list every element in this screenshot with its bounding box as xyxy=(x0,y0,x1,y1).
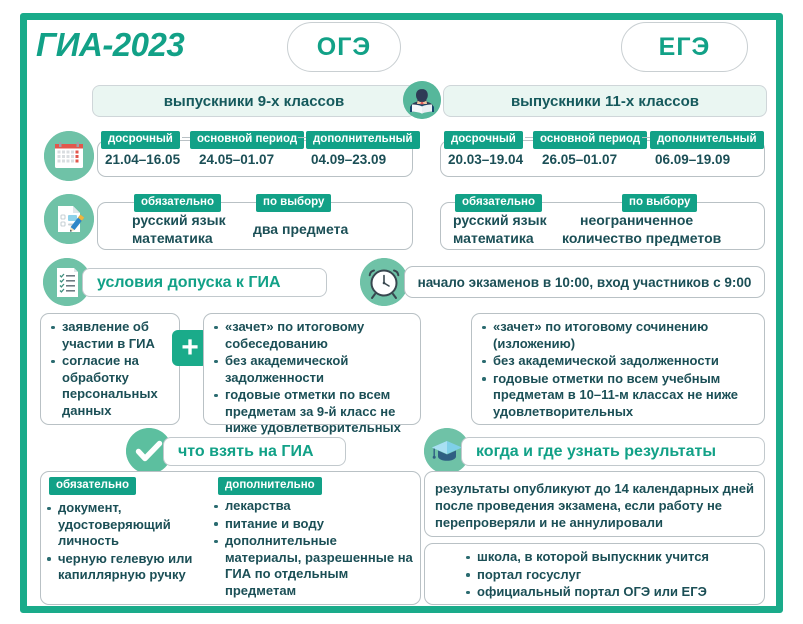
subject-required-oge-0: русский язык xyxy=(132,212,226,228)
period-tag-ege-1: основной период xyxy=(533,131,647,149)
list-item: годовые отметки по всем учебным предметам в 10–11-м классах не ниже удовлетворительных xyxy=(480,371,760,421)
admission-heading-label: условия допуска к ГИА xyxy=(97,273,281,291)
list-item: «зачет» по итоговому собеседованию xyxy=(212,319,416,352)
list-item: портал госуслуг xyxy=(464,567,756,584)
results-sources-list xyxy=(464,549,756,602)
audience-label-ege: выпускники 11-х классов xyxy=(510,92,700,110)
period-tag-oge-2: дополнительный xyxy=(306,131,420,149)
period-divider xyxy=(182,137,190,138)
document-pencil-icon xyxy=(44,194,94,244)
admission-heading xyxy=(82,268,327,297)
admission-list-ege xyxy=(480,319,760,421)
list-item: официальный портал ОГЭ или ЕГЭ xyxy=(464,584,756,601)
period-value-ege-0: 20.03–19.04 xyxy=(448,152,524,167)
badge-oge-label: ОГЭ xyxy=(316,32,372,61)
results-heading-label: когда и где узнать результаты xyxy=(476,442,717,460)
bring-required-list xyxy=(45,500,200,585)
subject-required-ege-1: математика xyxy=(453,230,534,246)
badge-ege-label: ЕГЭ xyxy=(658,32,711,61)
audience-label-oge: выпускники 9-х классов xyxy=(163,92,345,110)
period-divider xyxy=(525,137,533,138)
list-item: школа, в которой выпускник учится xyxy=(464,549,756,566)
results-note: результаты опубликуют до 14 календарных дней после проведения экзамена, если работу не перепроверяли и не аннулировали xyxy=(435,481,754,530)
list-item: заявление об участии в ГИА xyxy=(49,319,175,352)
list-item: «зачет» по итоговому сочинению (изложению) xyxy=(480,319,760,352)
subjects-optional-tag-oge: по выбору xyxy=(256,194,331,212)
list-item: дополнительные материалы, разрешенные на ГИА по отдельным предметам xyxy=(212,533,416,599)
list-item: без академической задолженности xyxy=(480,353,760,370)
period-tag-oge-1: основной период xyxy=(190,131,304,149)
period-tag-ege-2: дополнительный xyxy=(650,131,764,149)
calendar-icon xyxy=(44,131,94,181)
period-tag-oge-0: досрочный xyxy=(101,131,180,149)
list-item: питание и воду xyxy=(212,516,416,533)
list-item: лекарства xyxy=(212,498,416,515)
bring-optional-list xyxy=(212,498,416,600)
bring-optional-tag: дополнительно xyxy=(218,477,322,495)
period-value-oge-0: 21.04–16.05 xyxy=(105,152,181,167)
list-item: согласие на обработку персональных данных xyxy=(49,353,175,419)
list-item: черную гелевую или капиллярную ручку xyxy=(45,551,200,584)
period-value-ege-2: 06.09–19.09 xyxy=(655,152,731,167)
badge-ege[interactable] xyxy=(621,22,748,72)
admission-common-list xyxy=(49,319,175,420)
badge-oge[interactable] xyxy=(287,22,401,72)
exam-time-note-label: начало экзаменов в 10:00, вход участников с 9:00 xyxy=(417,274,752,290)
subject-optional-oge-0: два предмета xyxy=(253,221,349,237)
subjects-optional-tag-ege: по выбору xyxy=(622,194,697,212)
subjects-required-tag-ege: обязательно xyxy=(455,194,542,212)
subject-optional-ege-0: неограниченное xyxy=(580,212,694,228)
page-title: ГИА-2023 xyxy=(36,26,185,63)
subject-optional-ege-1: количество предметов xyxy=(562,230,722,246)
period-value-oge-1: 24.05–01.07 xyxy=(199,152,275,167)
alarm-clock-icon xyxy=(360,258,408,306)
bring-heading-label: что взять на ГИА xyxy=(178,442,314,460)
period-value-ege-1: 26.05–01.07 xyxy=(542,152,618,167)
plus-symbol: + xyxy=(181,331,199,364)
list-item: документ, удостоверяющий личность xyxy=(45,500,200,550)
period-value-oge-2: 04.09–23.09 xyxy=(311,152,387,167)
period-divider xyxy=(642,137,650,138)
audience-bar-oge xyxy=(92,85,416,117)
list-item: годовые отметки по всем предметам за 9-й класс не ниже удовлетворительных xyxy=(212,387,416,437)
bring-required-tag: обязательно xyxy=(49,477,136,495)
results-heading xyxy=(461,437,765,466)
subject-required-oge-1: математика xyxy=(132,230,213,246)
audience-bar-ege xyxy=(443,85,767,117)
bring-heading xyxy=(163,437,346,466)
exam-time-note xyxy=(404,266,765,298)
student-reading-icon xyxy=(403,81,441,119)
period-tag-ege-0: досрочный xyxy=(444,131,523,149)
subject-required-ege-0: русский язык xyxy=(453,212,547,228)
period-divider xyxy=(298,137,306,138)
list-item: без академической задолженности xyxy=(212,353,416,386)
admission-list-oge xyxy=(212,319,416,438)
subjects-required-tag-oge: обязательно xyxy=(134,194,221,212)
